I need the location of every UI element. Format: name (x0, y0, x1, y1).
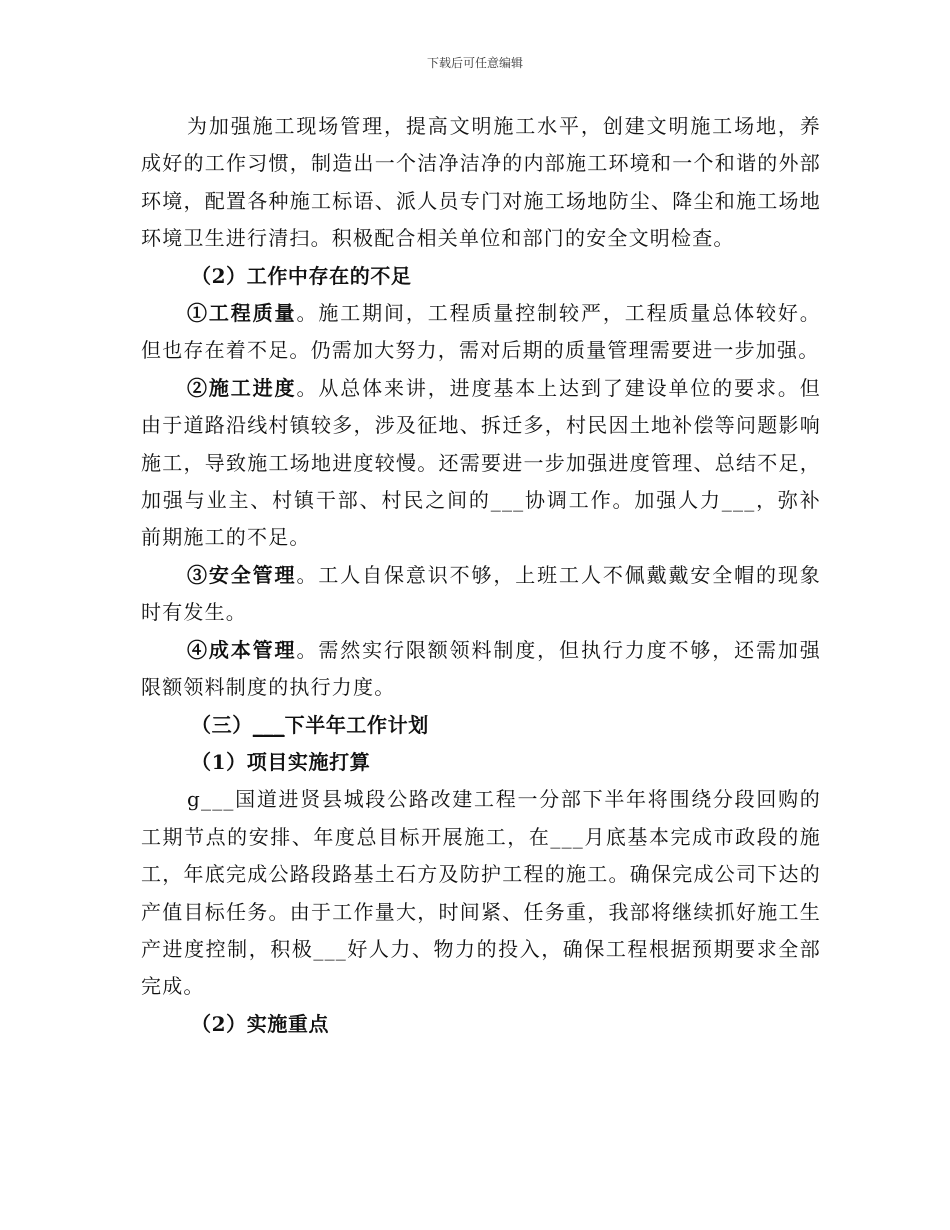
page-header-note: 下载后可任意编辑 (426, 56, 523, 70)
item-progress (141, 370, 821, 557)
item-safety-label: ③安全管理 (187, 562, 297, 587)
item-quality (141, 295, 821, 370)
document-body (141, 108, 821, 1043)
heading-project-plan: （1）项目实施打算 (191, 749, 371, 774)
heading-section-three (141, 707, 821, 744)
heading-section-three-title: 下半年工作计划 (284, 712, 429, 737)
paragraph-civilized-construction: 为加强施工现场管理，提高文明施工水平，创建文明施工场地，养成好的工作习惯，制造出一个洁净洁净的内部施工环境和一个和谐的外部环境，配置各种施工标语、派人员专门对施工场地防尘、降尘和施工场地环境卫生进行清扫。积极配合相关单位和部门的安全文明检查。 (141, 114, 821, 251)
item-cost-text: 。需然实行限额领料制度，但执行力度不够，还需加强限额领料制度的执行力度。 (141, 637, 821, 700)
item-safety-text: 。工人自保意识不够，上班工人不佩戴戴安全帽的现象时有发生。 (141, 562, 821, 625)
heading-section-three-prefix: （三） (191, 712, 253, 737)
item-progress-text: 。从总体来讲，进度基本上达到了建设单位的要求。但由于道路沿线村镇较多，涉及征地、拆迁多，村民因土地补偿等问题影响施工，导致施工场地进度较慢。还需要进一步加强进度管理、总结不足，加强与业主、村镇干部、村民之间的___协调工作。加强人力___，弥补前期施工的不足。 (141, 375, 821, 550)
item-cost (141, 632, 821, 707)
item-progress-label: ②施工进度 (187, 375, 297, 400)
heading-section-three-blank: ___ (252, 712, 285, 737)
paragraph-project-plan: g___国道进贤县城段公路改建工程一分部下半年将围绕分段回购的工期节点的安排、年度总目标开展施工，在___月底基本完成市政段的施工，年底完成公路段路基土石方及防护工程的施工。确保完成公司下达的产值目标任务。由于工作量大，时间紧、任务重，我部将继续抓好施工生产进度控制，积极___好人力、物力的投入，确保工程根据预期要求全部完成。 (141, 787, 821, 999)
item-safety (141, 557, 821, 632)
item-cost-label: ④成本管理 (187, 637, 297, 662)
item-quality-label: ①工程质量 (187, 301, 297, 326)
item-quality-text: 。施工期间，工程质量控制较严，工程质量总体较好。但也存在着不足。仍需加大努力，需对后期的质量管理需要进一步加强。 (141, 301, 821, 363)
heading-shortcomings: （2）工作中存在的不足 (191, 263, 412, 288)
heading-key-points: （2）实施重点 (191, 1011, 330, 1036)
